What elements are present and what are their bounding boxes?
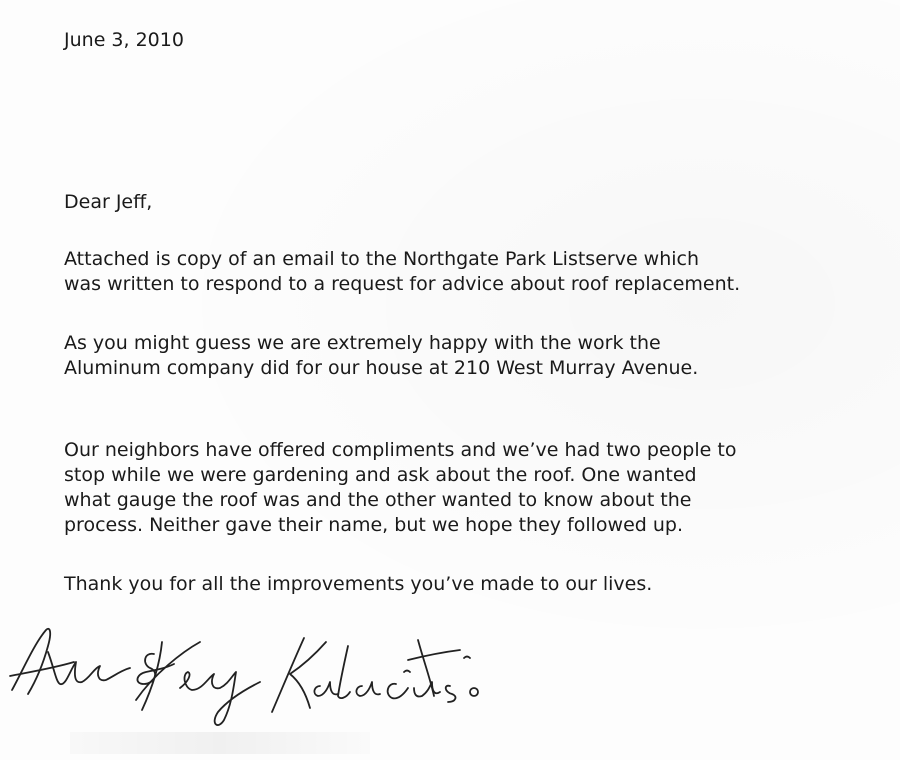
letter-greeting: Dear Jeff, bbox=[64, 191, 153, 213]
paragraph-email-attachment bbox=[64, 247, 740, 297]
letter-date: June 3, 2010 bbox=[64, 29, 184, 51]
paragraph-line: was written to respond to a request for advice about roof replacement. bbox=[64, 273, 741, 295]
paragraph-satisfaction bbox=[64, 331, 698, 381]
paragraph-line: stop while we were gardening and ask about the roof. One wanted bbox=[64, 464, 697, 486]
scan-smudge bbox=[70, 732, 370, 754]
paragraph-line: Attached is copy of an email to the Northgate Park Listserve which bbox=[64, 248, 700, 270]
paragraph-neighbors bbox=[64, 438, 736, 538]
paragraph-line: what gauge the roof was and the other wanted to know about the bbox=[64, 489, 692, 511]
paragraph-thank-you bbox=[64, 572, 652, 597]
paragraph-line: Aluminum company did for our house at 210 West Murray Avenue. bbox=[64, 357, 699, 379]
paragraph-line: process. Neither gave their name, but we hope they followed up. bbox=[64, 514, 684, 536]
handwritten-signature bbox=[4, 612, 484, 742]
paragraph-line: Our neighbors have offered compliments and we’ve had two people to bbox=[64, 439, 737, 461]
paragraph-line: As you might guess we are extremely happy with the work the bbox=[64, 332, 661, 354]
paragraph-line: Thank you for all the improvements you’ve made to our lives. bbox=[64, 573, 653, 595]
